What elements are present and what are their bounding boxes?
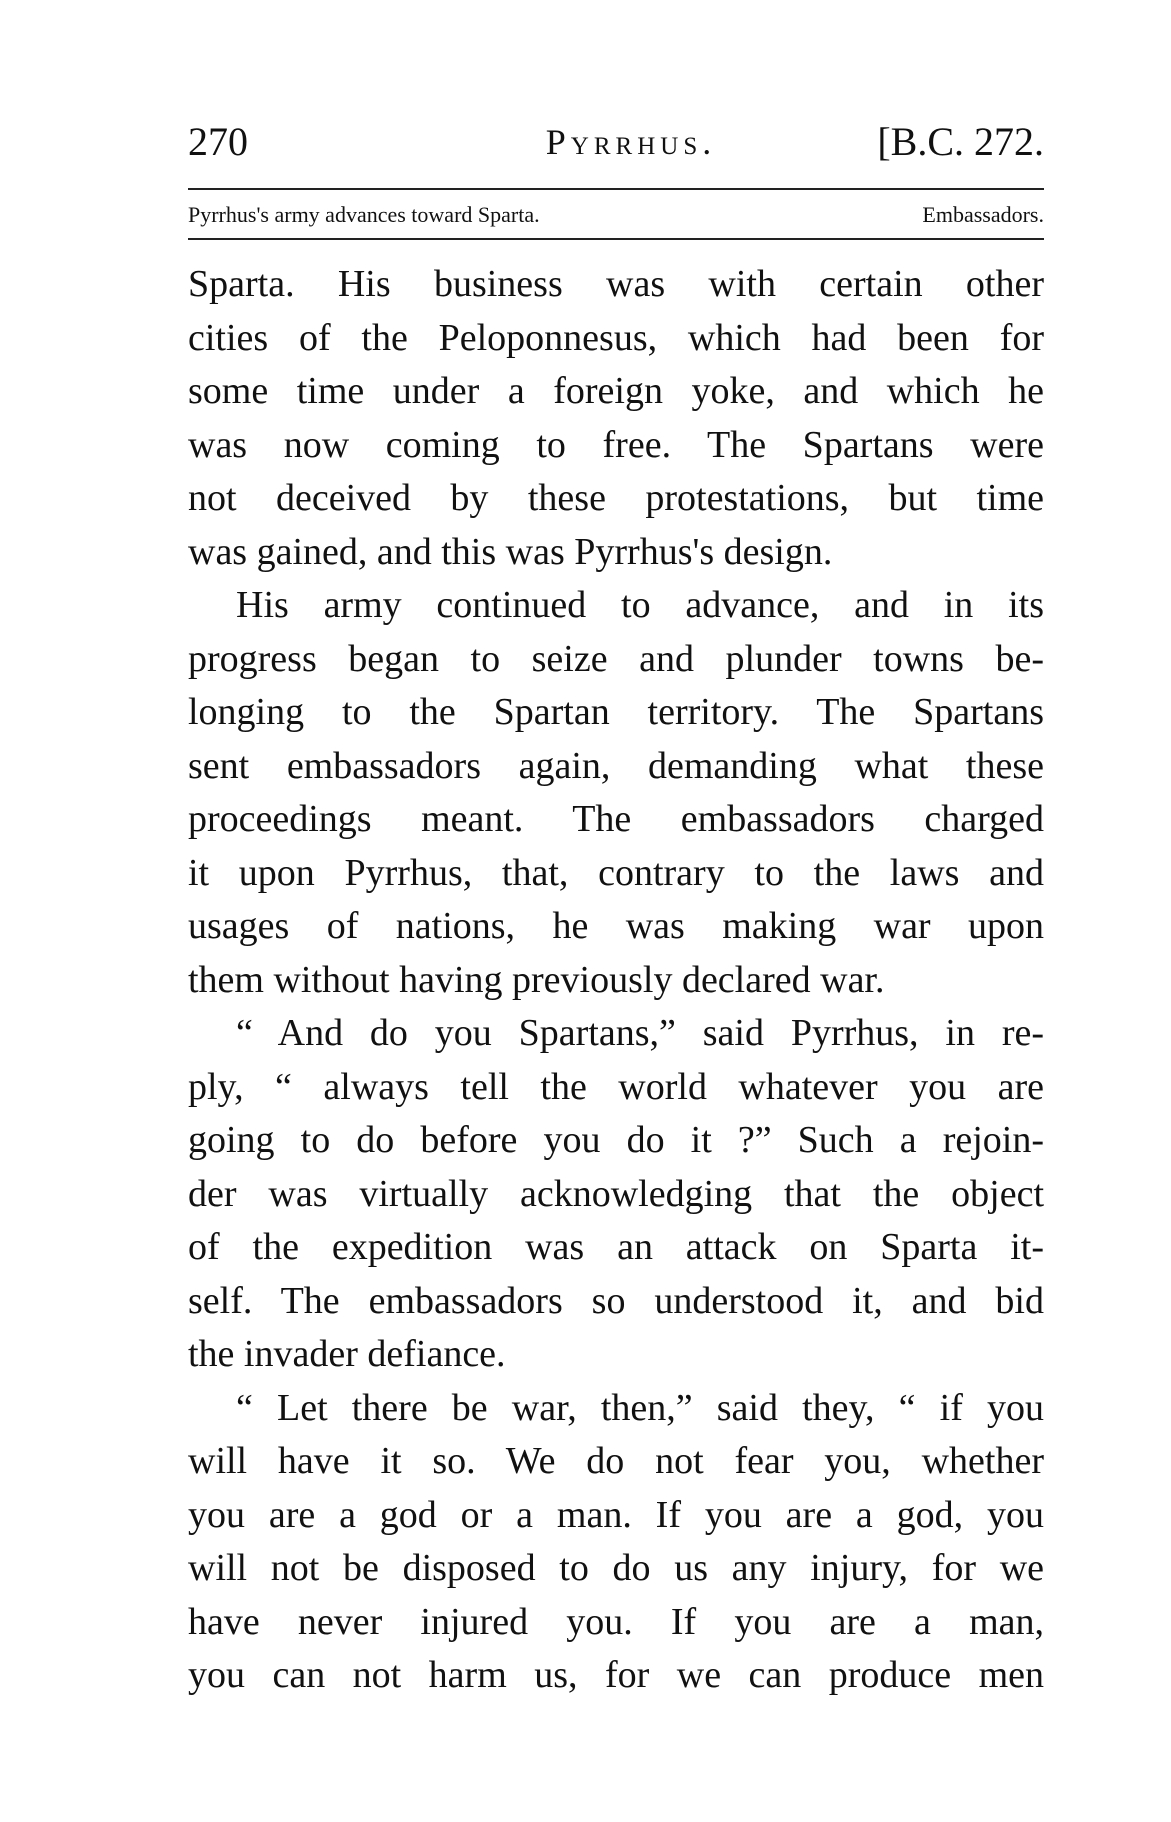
text-line: was now coming to free. The Spartans were: [188, 423, 1044, 466]
text-line: will not be disposed to do us any injury, for we: [188, 1547, 1044, 1589]
text-line: progress began to seize and plunder towns be-: [188, 637, 1044, 680]
text-line: was gained, and this was Pyrrhus's design.: [188, 530, 833, 573]
subhead-left: Pyrrhus's army advances toward Sparta.: [188, 202, 540, 227]
text-line: some time under a foreign yoke, and which he: [188, 370, 1044, 412]
text-line: der was virtually acknowledging that the object: [188, 1172, 1044, 1215]
book-title: Pyrrhus.: [545, 122, 717, 162]
header-rule-top: [188, 188, 1044, 190]
text-line: it upon Pyrrhus, that, contrary to the laws and: [188, 851, 1044, 894]
text-line: not deceived by these protestations, but time: [188, 477, 1044, 519]
book-page: [188, 118, 1044, 1703]
subheads: [188, 200, 1044, 230]
text-line: will have it so. We do not fear you, whether: [188, 1440, 1044, 1482]
running-head: [188, 118, 1044, 166]
text-line: going to do before you do it ?” Such a rejoin-: [188, 1119, 1044, 1161]
text-line: longing to the Spartan territory. The Spartans: [188, 691, 1044, 733]
text-line: sent embassadors again, demanding what these: [188, 744, 1044, 787]
text-line: usages of nations, he was making war upon: [188, 905, 1044, 947]
text-line: “ And do you Spartans,” said Pyrrhus, in re-: [236, 1012, 1044, 1054]
text-line: them without having previously declared war.: [188, 958, 885, 1001]
date-reference: [B.C. 272.: [877, 119, 1044, 164]
text-line: you are a god or a man. If you are a god, you: [188, 1493, 1044, 1536]
text-line: self. The embassadors so understood it, and bid: [188, 1279, 1044, 1322]
text-line: “ Let there be war, then,” said they, “ if you: [236, 1386, 1044, 1429]
body-text: [188, 258, 1044, 1703]
text-line: cities of the Peloponnesus, which had been for: [188, 316, 1044, 359]
text-line: Sparta. His business was with certain other: [188, 263, 1044, 305]
subhead-right: Embassadors.: [922, 202, 1044, 227]
text-line: His army continued to advance, and in its: [236, 584, 1044, 626]
text-line: proceedings meant. The embassadors charged: [188, 798, 1044, 840]
text-line: the invader defiance.: [188, 1333, 506, 1375]
text-line: ply, “ always tell the world whatever you are: [188, 1065, 1044, 1108]
page-number: 270: [188, 119, 248, 164]
text-line: have never injured you. If you are a man,: [188, 1600, 1044, 1643]
text-line: you can not harm us, for we can produce men: [188, 1654, 1044, 1696]
header-rule-bottom: [188, 238, 1044, 240]
text-line: of the expedition was an attack on Sparta it-: [188, 1226, 1044, 1268]
